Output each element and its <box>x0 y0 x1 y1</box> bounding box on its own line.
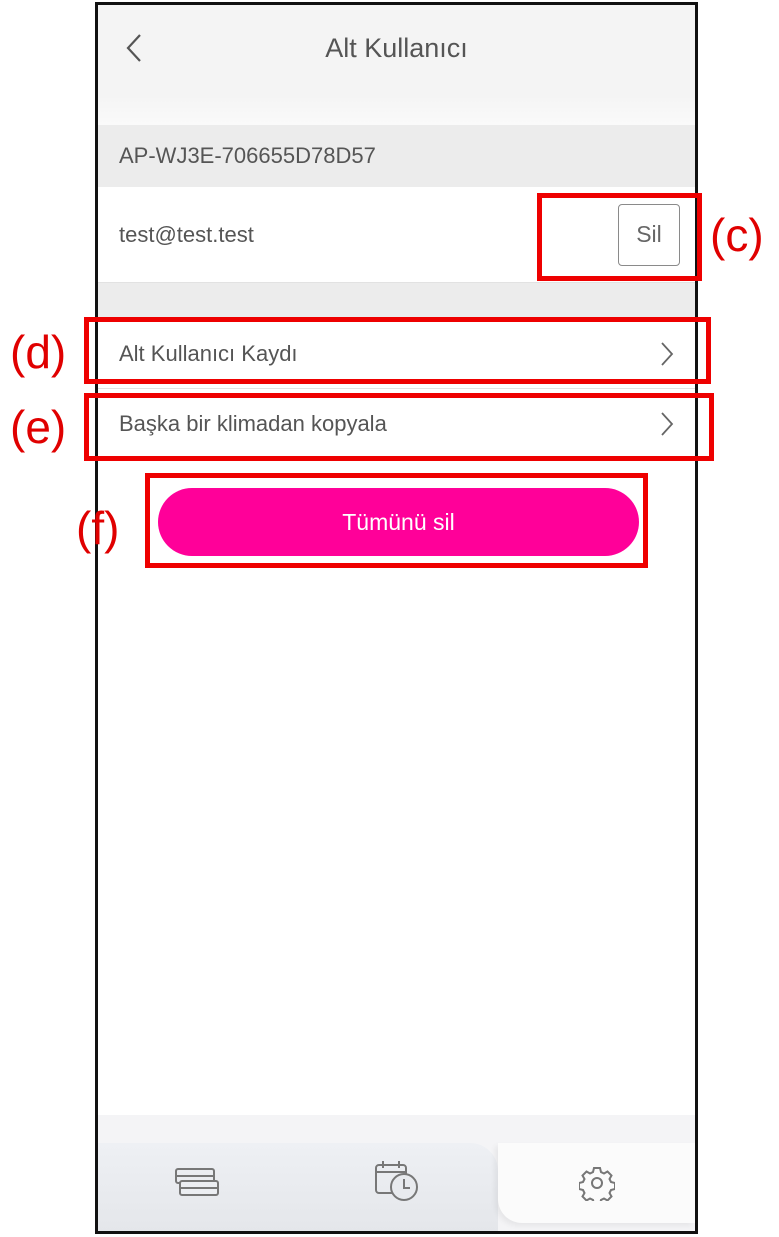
annotation-label-d: (d) <box>10 326 67 378</box>
annotation-box-c <box>537 193 702 281</box>
delete-all-button[interactable]: Tümünü sil <box>158 488 639 556</box>
annotation-box-f <box>145 473 648 568</box>
timer-schedule-icon[interactable] <box>373 1159 421 1203</box>
annotation-label-f: (f) <box>76 502 120 554</box>
phone-screen <box>95 2 698 1234</box>
device-id-header: AP-WJ3E-706655D78D57 <box>98 125 695 187</box>
menu-item-label: Başka bir klimadan kopyala <box>119 411 387 436</box>
page-title: Alt Kullanıcı <box>325 33 468 63</box>
annotation-label-c: (c) <box>710 209 764 261</box>
annotation-label-e: (e) <box>10 401 67 453</box>
sub-user-email: test@test.test <box>119 222 254 247</box>
devices-icon[interactable] <box>174 1167 220 1199</box>
annotation-box-e <box>84 393 714 461</box>
annotation-box-d <box>84 317 711 384</box>
section-divider <box>98 283 695 319</box>
bottom-nav-background <box>98 1143 498 1234</box>
menu-item-label: Alt Kullanıcı Kaydı <box>119 341 298 366</box>
top-bar <box>98 5 695 125</box>
bottom-nav <box>98 1115 695 1234</box>
delete-user-button[interactable]: Sil <box>618 204 680 266</box>
settings-gear-icon[interactable] <box>579 1165 615 1201</box>
